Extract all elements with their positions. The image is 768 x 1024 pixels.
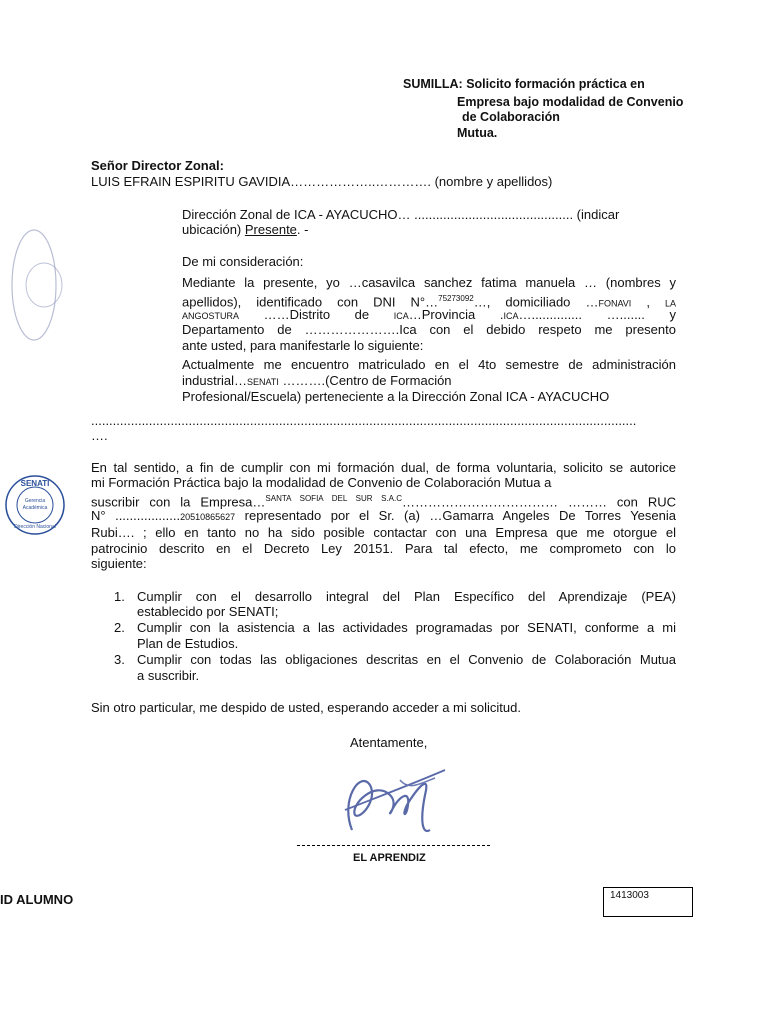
stamp-inner2: Académica (22, 505, 48, 511)
senati-stamp-icon (4, 474, 66, 536)
id-alumno-value: 1413003 (610, 890, 649, 901)
signature-line (297, 845, 490, 846)
list-item-3-l2: a suscribir. (137, 668, 200, 683)
para1-l3: ANGOSTURA ……Distrito de ICA…Provincia .ICA….............. …....... y (182, 307, 676, 322)
list-num-3: 3. (114, 652, 125, 667)
para3-l2: mi Formación Práctica bajo la modalidad de Convenio de Colaboración Mutua a (91, 475, 552, 490)
ruc-value: 20510865627 (180, 512, 236, 522)
list-item-1-l2: establecido por SENATI; (137, 604, 279, 619)
stamp-top-text: SENATI (20, 479, 50, 488)
list-num-1: 1. (114, 589, 125, 604)
sumilla-line4: Mutua. (457, 126, 498, 140)
company-name: SANTA SOFIA DEL SUR S.A.C (265, 494, 402, 503)
addressee-name: LUIS EFRAIN ESPIRITU GAVIDIA………………..…………. (nombre y apellidos) (91, 174, 553, 189)
para3-l4: N° ..................20510865627 representado por el Sr. (a) …Gamarra Angeles De Torres Yesenia (91, 508, 676, 523)
sumilla-label: SUMILLA: (403, 77, 463, 91)
signature-label: EL APRENDIZ (353, 852, 426, 864)
para3-l1: En tal sentido, a fin de cumplir con mi formación dual, de forma voluntaria, solicito se autorice (91, 460, 676, 475)
atentamente: Atentamente, (350, 735, 428, 750)
id-alumno-label: ID ALUMNO (0, 892, 74, 907)
stamp-inner1: Gerencia (24, 498, 46, 504)
sumilla-line2: Empresa bajo modalidad de Convenio (457, 95, 684, 109)
direccion-line1: Dirección Zonal de ICA - AYACUCHO… ............................................ (indicar (182, 207, 620, 222)
closing-text: Sin otro particular, me despido de usted, esperando acceder a mi solicitud. (91, 700, 521, 715)
list-num-2: 2. (114, 620, 125, 635)
direccion-line2: ubicación) Presente. - (182, 222, 309, 237)
list-item-2-l1: Cumplir con la asistencia a las actividades programadas por SENATI, conforme a mi (137, 620, 676, 635)
para3-l5: Rubi…. ; ello en tanto no ha sido posible contactar con una Empresa que me otorgue el (91, 525, 676, 540)
para1-l1: Mediante la presente, yo …casavilca sanchez fatima manuela … (nombres y (182, 275, 676, 290)
para3-l7: siguiente: (91, 556, 147, 571)
dotted-fill-line-2: …. (91, 428, 108, 443)
faint-stamp-icon (8, 215, 68, 345)
para1-l2: apellidos), identificado con DNI N°…$^{75273092}$…, domiciliado …FONAVI , LA (182, 294, 677, 310)
sumilla-line1: Solicito formación práctica en (466, 77, 645, 91)
dni-value: 75273092 (438, 294, 474, 303)
greeting: De mi consideración: (182, 254, 304, 269)
stamp-ring-text: Dirección Nacional (14, 524, 56, 530)
para2-l1: Actualmente me encuentro matriculado en el 4to semestre de administración (182, 357, 676, 372)
signature-scribble (330, 760, 460, 845)
id-alumno-box (603, 887, 693, 917)
para2-l3: Profesional/Escuela) perteneciente a la Dirección Zonal ICA - AYACUCHO (182, 389, 610, 404)
para1-l4: Departamento de ………………….Ica con el debido respeto me presento (182, 322, 676, 337)
list-item-2-l2: Plan de Estudios. (137, 636, 239, 651)
para3-l6: patrocinio descrito en el Decreto Ley 20151. Para tal efecto, me comprometo con lo (91, 541, 676, 556)
list-item-1-l1: Cumplir con el desarrollo integral del Plan Específico del Aprendizaje (PEA) (137, 589, 676, 604)
addressee-title: Señor Director Zonal: (91, 158, 224, 173)
sumilla-line3: de Colaboración (462, 110, 560, 124)
para1-l5: ante usted, para manifestarle lo siguiente: (182, 338, 424, 353)
dotted-fill-line: ....................................................................................................................................................... (91, 413, 637, 428)
presente-text: Presente (244, 222, 297, 237)
para3-l3: suscribir con la Empresa…$^{SANTA SOFIA DEL SUR S.A.C}$……………………………… ……… con RUC (91, 494, 677, 510)
list-item-3-l1: Cumplir con todas las obligaciones descritas en el Convenio de Colaboración Mutua (137, 652, 676, 667)
para2-l2: industrial…SENATI ……….(Centro de Formación (182, 373, 452, 388)
sumilla-block (403, 77, 645, 92)
